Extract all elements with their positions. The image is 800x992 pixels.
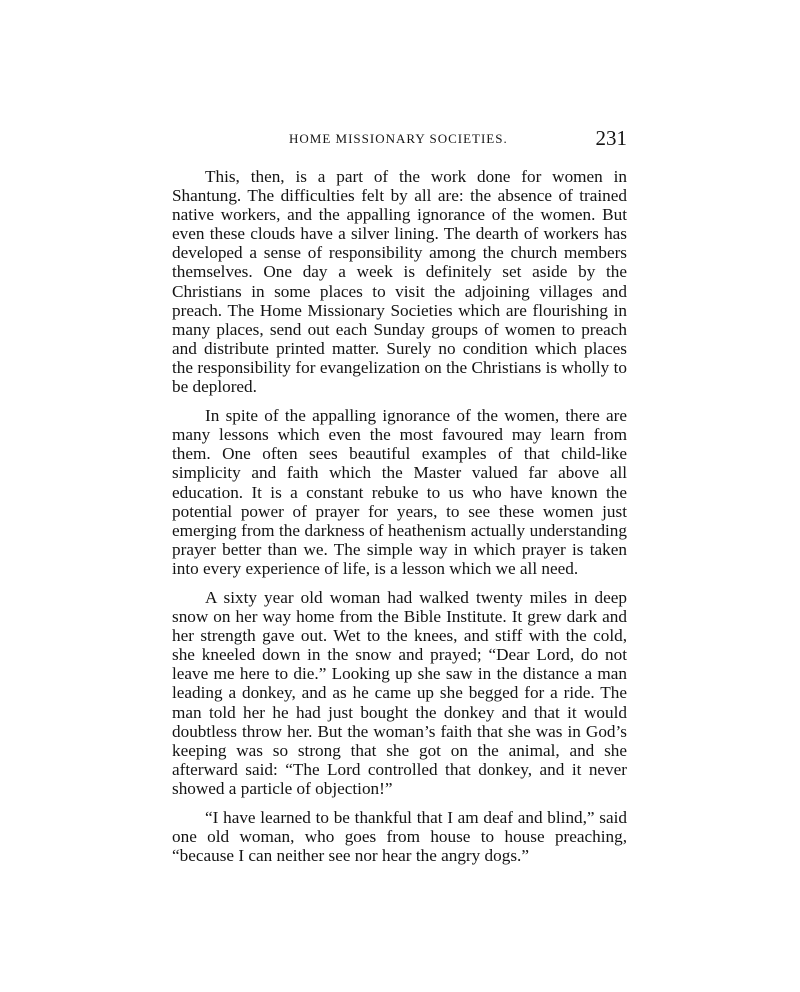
running-title: HOME MISSIONARY SOCIETIES. (289, 131, 508, 146)
paragraph: This, then, is a part of the work done for women in Shantung. The difficulties felt by all are: the absence of trained native workers, and the appalling ignorance of the women. But even these clouds have a silver lining. The dearth of workers has developed a sense of responsibility among the church members themselves. One day a week is definitely set aside by the Christians in some places to visit the adjoining villages and preach. The Home Missionary Societies which are flourishing in many places, send out each Sunday groups of women to preach and distribute printed matter. Surely no condition which places the responsibility for evangelization on the Christians is wholly to be deplored. (172, 167, 627, 397)
running-head (172, 126, 627, 156)
paragraph: A sixty year old woman had walked twenty miles in deep snow on her way home from the Bible Institute. It grew dark and her strength gave out. Wet to the knees, and stiff with the cold, she kneeled down in the snow and prayed; “Dear Lord, do not leave me here to die.” Looking up she saw in the distance a man leading a donkey, and as he came up she begged for a ride. The man told her he had just bought the donkey and that it would doubtless throw her. But the woman’s faith that she was in God’s keeping was so strong that she got on the animal, and she afterward said: “The Lord controlled that donkey, and it never showed a particle of objection!” (172, 587, 627, 798)
body-text (172, 167, 627, 875)
paragraph: In spite of the appalling ignorance of the women, there are many lessons which even the most favoured may learn from them. One often sees beautiful examples of that child-like simplicity and faith which the Master valued far above all education. It is a constant rebuke to us who have known the potential power of prayer for years, to see these women just emerging from the darkness of heathenism actually understanding prayer better than we. The simple way in which prayer is taken into every experience of life, is a lesson which we all need. (172, 406, 627, 578)
page-number: 231 (595, 126, 627, 150)
paragraph: “I have learned to be thankful that I am deaf and blind,” said one old woman, who goes from house to house preaching, “because I can neither see nor hear the angry dogs.” (172, 808, 627, 866)
